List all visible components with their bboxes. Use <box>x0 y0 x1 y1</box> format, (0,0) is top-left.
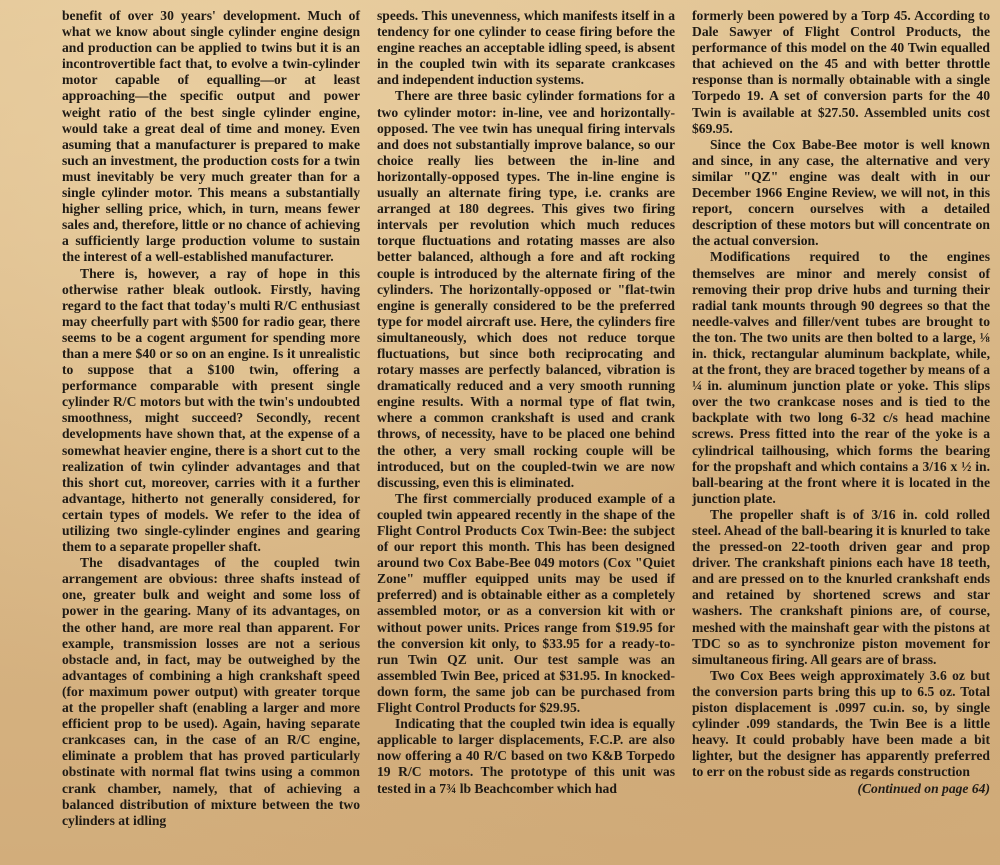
paragraph: Modifications required to the engines themselves are minor and merely consist of removing their prop drive hubs and turning their radial tank mounts through 90 degrees so that the needle-valves and filler/vent tubes are brought to the ton. The two units are then bolted to a large, ⅛ in. thick, rectangular aluminum backplate, while, at the front, they are braced together by means of a ¼ in. aluminum junction plate or yoke. This slips over the two crankcase noses and is tied to the backplate with two long 6-32 c/s head machine screws. Press fitted into the rear of the yoke is a cylindrical tailhousing, which forms the bearing for the propshaft and which contains a 3/16 x ½ in. ball-bearing at the front where it is located in the junction plate. <box>692 249 990 506</box>
paragraph: Indicating that the coupled twin idea is equally applicable to larger displacements, F.C.P. are also now offering a 40 R/C based on two K&B Torpedo 19 R/C motors. The prototype of this unit was tested in a 7¾ lb Beachcomber which had <box>377 716 675 796</box>
paragraph: There are three basic cylinder formations for a two cylinder motor: in-line, vee and horizontally-opposed. The vee twin has unequal firing intervals and does not substantially improve balance, so our choice really lies between the in-line and horizontally-opposed types. The in-line engine is usually an alternate firing type, i.e. cranks are arranged at 180 degrees. This gives two firing intervals per revolution which much reduces torque fluctuations and rotating masses are also better balanced, although a fore and aft rocking couple is introduced by the alternate firing of the cylinders. The horizontally-opposed or "flat-twin engine is generally considered to be the preferred type for model aircraft use. Here, the cylinders fire simultaneously, which does not reduce torque fluctuations, but since both reciprocating and rotary masses are perfectly balanced, vibration is dramatically reduced and a very smooth running engine results. With a normal type of flat twin, where a common crankshaft is used and crank throws, of necessity, have to be placed one behind the other, a very small rocking couple will be introduced, but on the coupled-twin we are now discussing, even this is eliminated. <box>377 88 675 490</box>
paragraph: The propeller shaft is of 3/16 in. cold rolled steel. Ahead of the ball-bearing it is knurled to take the pressed-on 22-tooth driven gear and prop driver. The crankshaft pinions each have 18 teeth, and are pressed on to the knurled crankshaft ends and retained by shortened screws and star washers. The crankshaft pinions are, of course, meshed with the mainshaft gear with the pistons at TDC so as to synchronize piston movement for simultaneous firing. All gears are of brass. <box>692 506 990 667</box>
column-3 <box>692 8 990 863</box>
paragraph: formerly been powered by a Torp 45. According to Dale Sawyer of Flight Control Products, the performance of this model on the 40 Twin equalled that achieved on the 45 and with better throttle response than is normally obtainable with a single Torpedo 19. A set of conversion parts for the 40 Twin is available at $27.50. Assembled units cost $69.95. <box>692 8 990 136</box>
continued-note: (Continued on page 64) <box>857 780 990 796</box>
column-1 <box>62 8 360 863</box>
paragraph: The disadvantages of the coupled twin arrangement are obvious: three shafts instead of one, greater bulk and weight and some loss of power in the gearing. Many of its advantages, on the other hand, are more real than apparent. For example, transmission losses are not a serious obstacle and, in fact, may be outweighed by the advantages of combining a high crankshaft speed (for maximum power output) with greater torque at the propeller shaft (enabling a larger and more efficient prop to be used). Again, having separate crankcases can, in the case of an R/C engine, eliminate a problem that has proved particularly obstinate with normal flat twins using a common crank chamber, namely, that of achieving a balanced distribution of mixture between the two cylinders at idling <box>62 555 360 828</box>
paragraph: There is, however, a ray of hope in this otherwise rather bleak outlook. Firstly, having regard to the fact that today's multi R/C enthusiast may cheerfully part with $500 for radio gear, there seems to be a cogent argument for spending more than a mere $40 or so on an engine. Is it unrealistic to suppose that a $100 twin, offering a performance comparable with present single cylinder R/C motors but with the twin's undoubted smoothness, might succeed? Secondly, recent developments have shown that, at the expense of a somewhat heavier engine, there is a short cut to the realization of twin cylinder advantages and that this short cut, moreover, carries with it a further advantage, hitherto not generally considered, for certain types of models. We refer to the idea of utilizing two single-cylinder engines and gearing them to a separate propeller shaft. <box>62 265 360 555</box>
article-columns <box>62 8 990 863</box>
column-2 <box>377 8 675 863</box>
paragraph: Two Cox Bees weigh approximately 3.6 oz but the conversion parts bring this up to 6.5 oz. Total piston displacement is .0997 cu.in. so, by single cylinder .099 standards, the Twin Bee is a little heavy. It could probably have been made a bit lighter, but the designer has apparently preferred to err on the robust side as regards construction <box>692 667 990 780</box>
paragraph: benefit of over 30 years' development. Much of what we know about single cylinder engine design and production can be applied to twins but it is an incontrovertible fact that, to evolve a twin-cylinder motor capable of equalling—or at least approaching—the specific output and power weight ratio of the best single cylinder engine, would take a great deal of time and money. Even asuming that a manufacturer is prepared to make such an investment, the production costs for a twin must inevitably be very much greater than for a single cylinder motor. This means a substantially higher selling price, which, in turn, means fewer sales and, therefore, little or no chance of achieving a sufficiently large production volume to sustain the interest of a well-established manufacturer. <box>62 8 360 265</box>
paragraph: Since the Cox Babe-Bee motor is well known and since, in any case, the alternative and very similar "QZ" engine was dealt with in our December 1966 Engine Review, we will not, in this report, concern ourselves with a detailed description of these motors but will concentrate on the actual conversion. <box>692 136 990 249</box>
paragraph: The first commercially produced example of a coupled twin appeared recently in the shape of the Flight Control Products Cox Twin-Bee: the subject of our report this month. This has been designed around two Cox Babe-Bee 049 motors (Cox "Quiet Zone" muffler equipped units may be used if preferred) and is obtainable either as a completely assembled motor, or as a conversion kit with or without power units. Prices range from $19.95 for the conversion kit only, to $33.95 for a ready-to-run Twin QZ unit. Our test sample was an assembled Twin Bee, priced at $31.95. In knocked-down form, the same job can be purchased from Flight Control Products for $29.95. <box>377 490 675 716</box>
paragraph: speeds. This unevenness, which manifests itself in a tendency for one cylinder to cease firing before the engine reaches an acceptable idling speed, is absent in the coupled twin with its separate crankcases and independent induction systems. <box>377 8 675 88</box>
